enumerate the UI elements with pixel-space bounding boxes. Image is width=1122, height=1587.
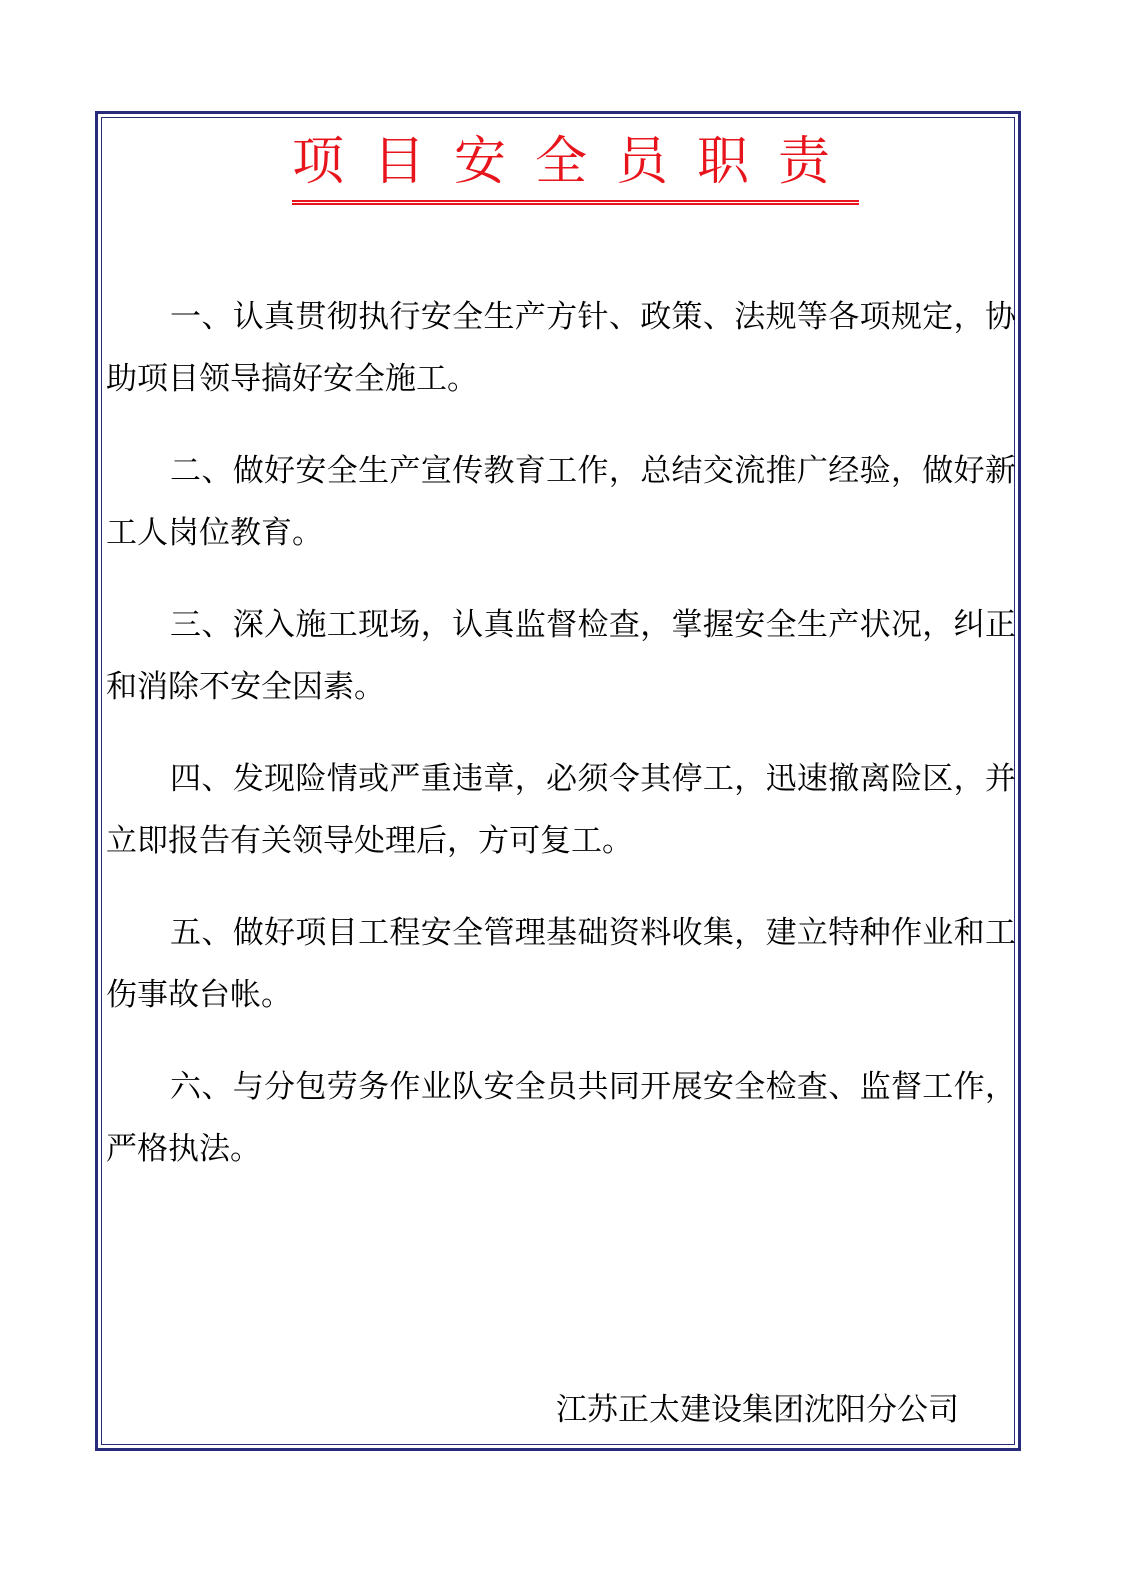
duty-item-2: 二、做好安全生产宣传教育工作，总结交流推广经验，做好新工人岗位教育。 (106, 453, 1016, 551)
duty-item-1: 一、认真贯彻执行安全生产方针、政策、法规等各项规定，协助项目领导搞好安全施工。 (106, 299, 1016, 397)
duty-item-6: 六、与分包劳务作业队安全员共同开展安全检查、监督工作，严格执法。 (106, 1069, 1016, 1167)
title-block (0, 128, 1122, 205)
duty-item-3: 三、深入施工现场，认真监督检查，掌握安全生产状况，纠正和消除不安全因素。 (106, 607, 1016, 705)
duty-list (106, 286, 1016, 1210)
duty-item-5: 五、做好项目工程安全管理基础资料收集，建立特种作业和工伤事故台帐。 (106, 915, 1016, 1013)
page-title: 项目安全员职责 (292, 128, 859, 205)
duty-item-4: 四、发现险情或严重违章，必须令其停工，迅速撤离险区，并立即报告有关领导处理后，方可复工。 (106, 761, 1016, 859)
company-name: 江苏正太建设集团沈阳分公司 (556, 1392, 959, 1428)
